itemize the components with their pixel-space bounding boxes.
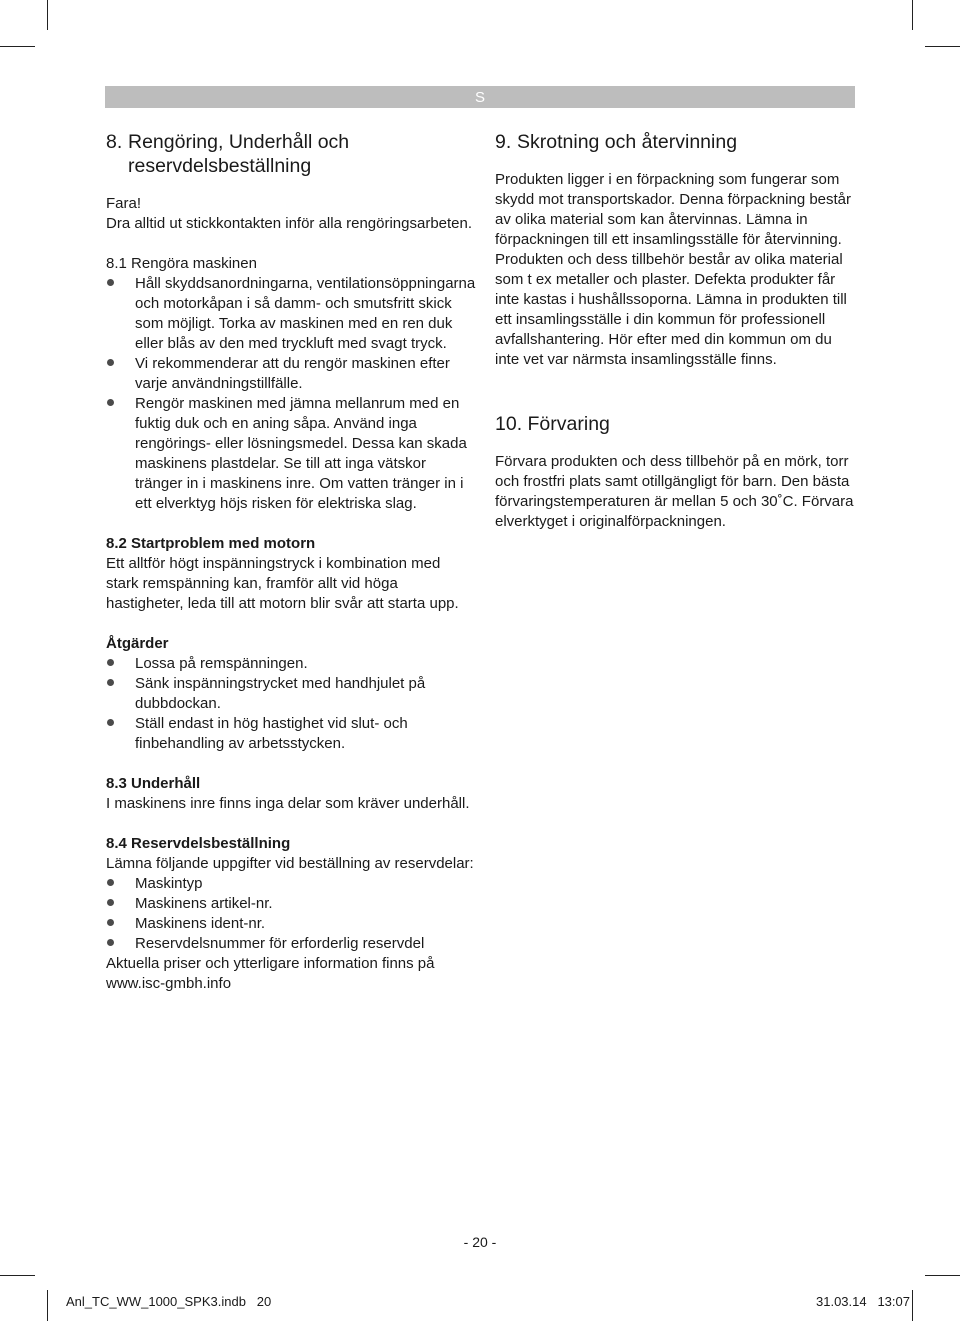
section-8-1-title: 8.1 Rengöra maskinen <box>106 255 257 272</box>
list-item: Sänk inspänningstrycket med handhjulet på dubbdockan. <box>106 674 476 714</box>
section-8-heading <box>106 130 476 178</box>
crop-mark <box>0 46 35 47</box>
left-column <box>106 130 476 994</box>
list-item: Lossa på remspänningen. <box>106 654 476 674</box>
crop-mark <box>925 46 960 47</box>
section-8-number: 8. <box>106 131 123 153</box>
list-item: Rengör maskinen med jämna mellanrum med en fuktig duk och en aning såpa. Använd inga rengörings- eller lösningsmedel. Dessa kan skada maskinens plastdelar. Se till att inga vätskor tränger in i maskinens inre. Om vatten tränger in i ett elverktyg höjs risken för elektriska slag. <box>106 394 476 514</box>
language-code: S <box>474 88 485 106</box>
right-column <box>495 130 860 532</box>
list-item: Håll skyddsanordningarna, ventilationsöppningarna och motorkåpan i så damm- och smutsfritt skick som möjligt. Torka av maskinen med en ren duk eller blås av den med tryckluft med svagt tryck. <box>106 274 476 354</box>
list-item: Maskinens artikel-nr. <box>106 894 476 914</box>
section-9-number: 9. <box>495 131 512 153</box>
crop-mark <box>912 1290 913 1321</box>
crop-mark <box>47 1290 48 1321</box>
section-10-text: Förvara produkten och dess tillbehör på en mörk, torr och frostfri plats samt otillgängligt för barn. Den bästa förvaringstemperaturen är mellan 5 och 30˚C. Förvara elverktyget i originalförpackningen. <box>495 453 854 530</box>
section-8-4-title: 8.4 Reservdelsbeställning <box>106 835 291 852</box>
list-item: Reservdelsnummer för erforderlig reservdel <box>106 934 476 954</box>
section-8-2-title: 8.2 Startproblem med motorn <box>106 535 316 552</box>
section-9-text: Produkten ligger i en förpackning som fungerar som skydd mot transportskador. Denna förpackning består av olika material som kan återvinnas. Lämna in förpackningen till ett insamlingsställe för återvinning. Produkten och dess tillbehör består av olika material som t ex metaller och plaster. Defekta produkter får inte kastas i hushållssoporna. Lämna in produkten till ett insamlingsställe i din kommun för professionell avfallshantering. Hör efter med din kommun om du inte vet var närmsta insamlingsställe finns. <box>495 171 852 368</box>
section-8-4-outro: Aktuella priser och ytterligare information finns på www.isc-gmbh.info <box>106 955 435 992</box>
section-10-title: 10. Förvaring <box>495 413 610 435</box>
crop-mark <box>925 1275 960 1276</box>
section-8-2-text: Ett alltför högt inspänningstryck i kombination med stark remspänning kan, framför allt vid höga hastigheter, leda till att motorn blir svår att starta upp. <box>106 555 459 612</box>
list-item: Maskintyp <box>106 874 476 894</box>
section-8-title: Rengöring, Underhåll och reservdelsbeställning <box>128 131 350 177</box>
actions-title: Åtgärder <box>106 635 169 652</box>
crop-mark <box>47 0 48 30</box>
section-8-1-list <box>106 274 476 514</box>
crop-mark <box>0 1275 35 1276</box>
actions-list <box>106 654 476 754</box>
section-9-heading <box>495 130 860 154</box>
danger-title: Fara! <box>106 195 142 212</box>
list-item: Maskinens ident-nr. <box>106 914 476 934</box>
language-header-bar <box>105 86 855 108</box>
list-item: Ställ endast in hög hastighet vid slut- och finbehandling av arbetsstycken. <box>106 714 476 754</box>
crop-mark <box>912 0 913 30</box>
page-number: - 20 - <box>463 1234 497 1250</box>
footer-file-name: Anl_TC_WW_1000_SPK3.indb 20 <box>66 1294 272 1309</box>
danger-text: Dra alltid ut stickkontakten inför alla rengöringsarbeten. <box>106 215 473 232</box>
section-9-title: Skrotning och återvinning <box>517 131 738 153</box>
list-item: Vi rekommenderar att du rengör maskinen efter varje användningstillfälle. <box>106 354 476 394</box>
section-8-4-intro: Lämna följande uppgifter vid beställning av reservdelar: <box>106 855 474 872</box>
footer-date-time: 31.03.14 13:07 <box>816 1294 910 1309</box>
section-8-3-title: 8.3 Underhåll <box>106 775 201 792</box>
section-8-4-list <box>106 874 476 954</box>
section-8-3-text: I maskinens inre finns inga delar som kräver underhåll. <box>106 795 470 812</box>
